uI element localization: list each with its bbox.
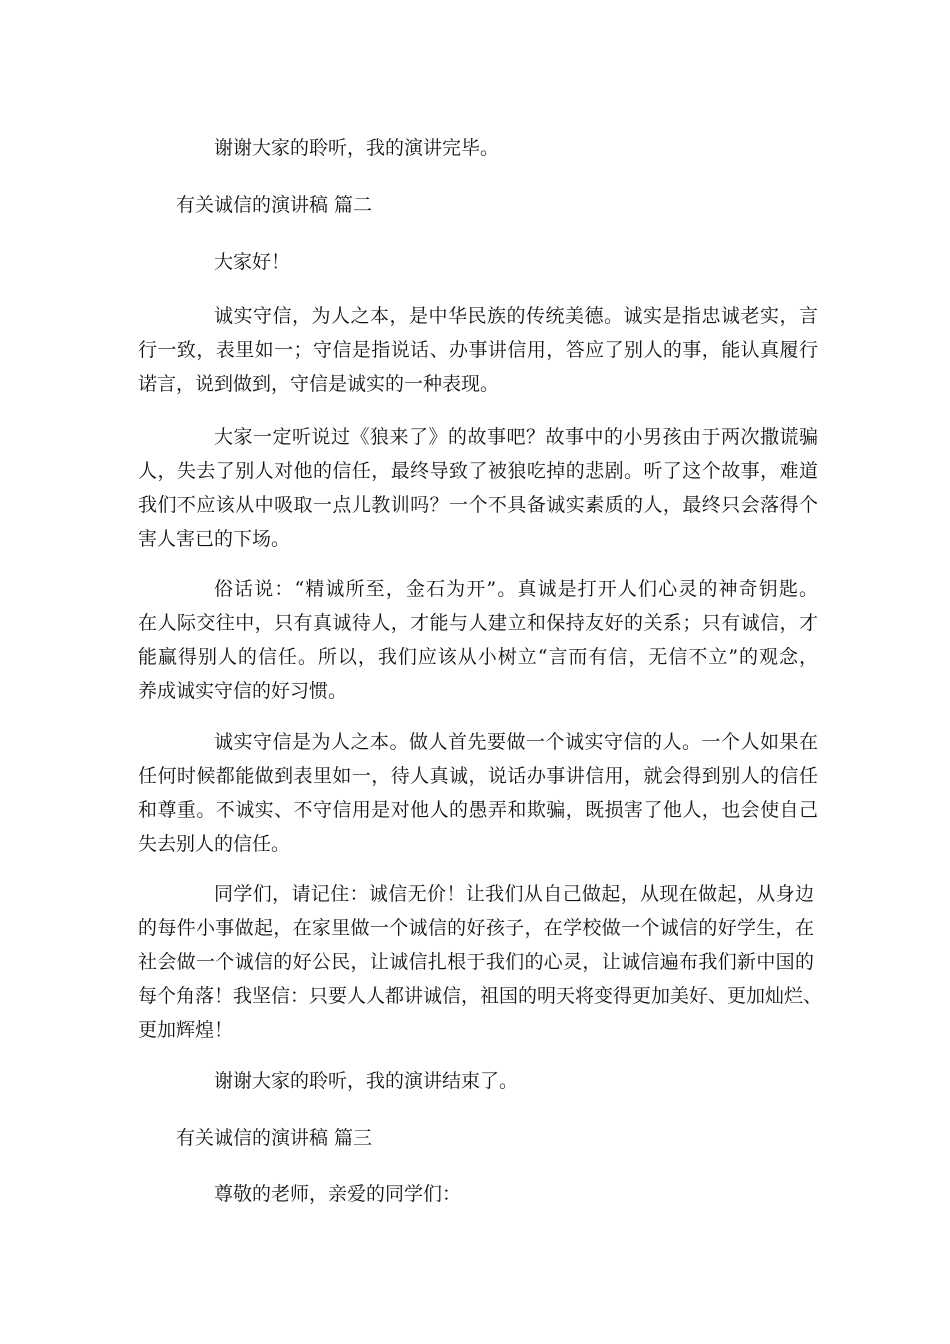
greeting-3: 尊敬的老师，亲爱的同学们： [214,1183,462,1205]
paragraph-5 [138,877,823,1047]
closing-paragraph-2: 谢谢大家的聆听，我的演讲结束了。 [214,1070,519,1092]
paragraph-line: 更加辉煌！ [138,1019,234,1041]
paragraph-line: 大家一定听说过《狼来了》的故事吧？故事中的小男孩由于两次撒谎骗 [214,426,818,448]
paragraph-line: 每个角落！我坚信：只要人人都讲诚信，祖国的明天将变得更加美好、更加灿烂、 [138,985,823,1007]
paragraph-line: 行一致，表里如一；守信是指说话、办事讲信用，答应了别人的事，能认真履行 [138,339,818,361]
paragraph-line: 社会做一个诚信的好公民，让诚信扎根于我们的心灵，让诚信遍布我们新中国的 [138,951,814,973]
paragraph-line: 诚实守信，为人之本，是中华民族的传统美德。诚实是指忠诚老实，言 [214,305,818,327]
section-heading-3: 有关诚信的演讲稿 篇三 [176,1127,373,1149]
paragraph-line: 在人际交往中，只有真诚待人，才能与人建立和保持友好的关系；只有诚信，才 [138,612,818,634]
paragraph-line: 害人害已的下场。 [138,528,291,550]
paragraph-2 [138,420,818,556]
paragraph-3 [138,572,818,708]
paragraph-line: 失去别人的信任。 [138,833,291,855]
paragraph-line: 和尊重。不诚实、不守信用是对他人的愚弄和欺骗，既损害了他人，也会使自己 [138,799,818,821]
paragraph-line: 我们不应该从中吸取一点儿教训吗？一个不具备诚实素质的人，最终只会落得个 [138,494,818,516]
paragraph-1 [138,299,818,401]
paragraph-line: 诺言，说到做到，守信是诚实的一种表现。 [138,373,500,395]
paragraph-4 [138,725,818,861]
paragraph-line: 同学们，请记住：诚信无价！让我们从自己做起，从现在做起，从身边 [214,883,814,905]
paragraph-line: 的每件小事做起，在家里做一个诚信的好孩子，在学校做一个诚信的好学生，在 [138,917,814,939]
section-heading-2: 有关诚信的演讲稿 篇二 [176,194,373,216]
paragraph-line: 人，失去了别人对他的信任，最终导致了被狼吃掉的悲剧。听了这个故事，难道 [138,460,818,482]
paragraph-line: 能赢得别人的信任。所以，我们应该从小树立“言而有信，无信不立”的观念， [138,646,818,668]
paragraph-line: 俗话说：“精诚所至，金石为开”。真诚是打开人们心灵的神奇钥匙。 [214,578,818,600]
greeting-2: 大家好！ [214,251,291,273]
paragraph-line: 任何时候都能做到表里如一，待人真诚，说话办事讲信用，就会得到别人的信任 [138,765,818,787]
closing-paragraph-1: 谢谢大家的聆听，我的演讲完毕。 [214,137,500,159]
paragraph-line: 诚实守信是为人之本。做人首先要做一个诚实守信的人。一个人如果在 [214,731,818,753]
paragraph-line: 养成诚实守信的好习惯。 [138,680,348,702]
